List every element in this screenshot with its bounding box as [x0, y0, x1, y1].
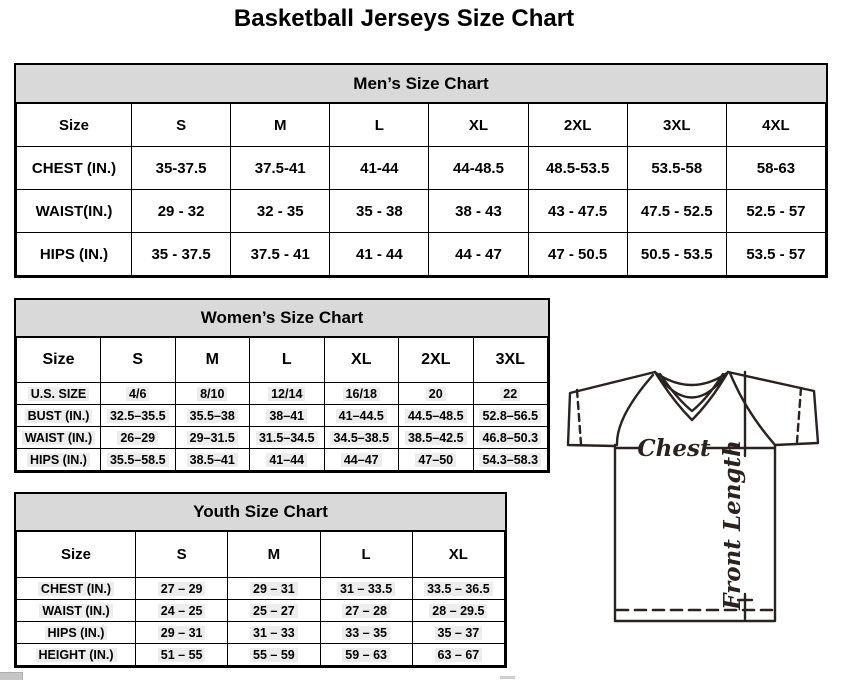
highlighted-text: 41–44.5	[336, 409, 387, 423]
size-column-header: L	[330, 104, 429, 147]
highlighted-text: 25 – 27	[250, 604, 298, 618]
measurement-value-cell	[412, 622, 504, 644]
chest-label: Chest	[637, 435, 711, 462]
measurement-value-cell: 52.5 - 57	[726, 190, 825, 233]
measurement-value-cell: 48.5-53.5	[528, 147, 627, 190]
size-row-label: Size	[17, 338, 101, 383]
measurement-value-cell: 29 - 32	[132, 190, 231, 233]
highlighted-text: 63 – 67	[435, 648, 483, 662]
measurement-label-cell: HIPS (IN.)	[17, 233, 132, 276]
measurement-label-cell	[17, 449, 101, 471]
measurement-value-cell: 35 - 37.5	[132, 233, 231, 276]
highlighted-text: 22	[500, 387, 520, 401]
youth-size-table	[16, 531, 505, 666]
highlighted-text: 29 – 31	[158, 626, 206, 640]
measurement-value-cell	[101, 449, 176, 471]
size-column-header: XL	[324, 338, 399, 383]
highlighted-text: 20	[426, 387, 446, 401]
highlighted-text: HIPS (IN.)	[27, 453, 90, 467]
measurement-value-cell	[228, 600, 320, 622]
measurement-value-cell: 38 - 43	[429, 190, 528, 233]
measurement-row	[17, 383, 548, 405]
youth-size-chart-table	[14, 492, 507, 668]
mens-size-table	[16, 103, 826, 276]
size-column-header: S	[132, 104, 231, 147]
measurement-value-cell	[320, 644, 412, 666]
measurement-value-cell	[324, 383, 399, 405]
size-column-header: M	[175, 338, 250, 383]
highlighted-text: 44–47	[341, 453, 382, 467]
size-column-header: L	[320, 532, 412, 578]
size-column-header: XL	[412, 532, 504, 578]
highlighted-text: 29–31.5	[187, 431, 238, 445]
measurement-value-cell	[320, 622, 412, 644]
measurement-label-cell	[17, 383, 101, 405]
measurement-value-cell	[250, 383, 325, 405]
size-column-header: S	[136, 532, 228, 578]
highlighted-text: BUST (IN.)	[25, 409, 93, 423]
size-column-header: XL	[429, 104, 528, 147]
womens-chart-header: Women’s Size Chart	[16, 300, 548, 337]
measurement-value-cell	[228, 644, 320, 666]
highlighted-text: 35.5–38	[187, 409, 238, 423]
measurement-value-cell	[473, 405, 548, 427]
measurement-value-cell	[324, 427, 399, 449]
highlighted-text: 35.5–58.5	[107, 453, 169, 467]
highlighted-text: HEIGHT (IN.)	[36, 648, 117, 662]
highlighted-text: 24 – 25	[158, 604, 206, 618]
highlighted-text: 44.5–48.5	[405, 409, 467, 423]
size-header-row	[17, 532, 505, 578]
measurement-row	[17, 622, 505, 644]
measurement-value-cell	[228, 622, 320, 644]
highlighted-text: HIPS (IN.)	[45, 626, 108, 640]
measurement-value-cell: 32 - 35	[231, 190, 330, 233]
measurement-value-cell	[412, 578, 504, 600]
highlighted-text: 27 – 28	[342, 604, 390, 618]
measurement-label-cell: CHEST (IN.)	[17, 147, 132, 190]
jersey-right-cuff-dashes	[797, 388, 801, 442]
mens-chart-header: Men’s Size Chart	[16, 65, 826, 103]
measurement-value-cell	[175, 449, 250, 471]
highlighted-text: 31 – 33	[250, 626, 298, 640]
measurement-value-cell	[412, 644, 504, 666]
highlighted-text: 28 – 29.5	[429, 604, 487, 618]
measurement-value-cell: 50.5 - 53.5	[627, 233, 726, 276]
measurement-value-cell: 41 - 44	[330, 233, 429, 276]
highlighted-text: 38.5–42.5	[405, 431, 467, 445]
size-column-header: 3XL	[627, 104, 726, 147]
front-length-label: Front Length	[719, 440, 746, 610]
highlighted-text: WAIST (IN.)	[22, 431, 95, 445]
highlighted-text: 4/6	[126, 387, 149, 401]
measurement-value-cell: 53.5 - 57	[726, 233, 825, 276]
jersey-right-sleeve	[728, 372, 818, 445]
highlighted-text: 51 – 55	[158, 648, 206, 662]
highlighted-text: 31.5–34.5	[256, 431, 318, 445]
highlighted-text: 27 – 29	[158, 582, 206, 596]
highlighted-text: 12/14	[268, 387, 305, 401]
highlighted-text: WAIST (IN.)	[39, 604, 112, 618]
measurement-value-cell	[412, 600, 504, 622]
measurement-value-cell	[250, 427, 325, 449]
highlighted-text: 29 – 31	[250, 582, 298, 596]
highlighted-text: 52.8–56.5	[479, 409, 541, 423]
measurement-value-cell	[228, 578, 320, 600]
size-header-row	[17, 338, 548, 383]
measurement-value-cell	[136, 622, 228, 644]
highlighted-text: U.S. SIZE	[28, 387, 90, 401]
jersey-left-cuff-dashes	[577, 390, 581, 444]
highlighted-text: CHEST (IN.)	[38, 582, 114, 596]
highlighted-text: 16/18	[343, 387, 380, 401]
size-column-header: L	[250, 338, 325, 383]
size-row-label: Size	[17, 104, 132, 147]
measurement-value-cell	[320, 578, 412, 600]
jersey-diagram	[556, 357, 842, 635]
measurement-label-cell: WAIST(IN.)	[17, 190, 132, 233]
highlighted-text: 46.8–50.3	[479, 431, 541, 445]
page-title: Basketball Jerseys Size Chart	[233, 5, 575, 32]
measurement-value-cell	[250, 449, 325, 471]
measurement-value-cell	[175, 427, 250, 449]
measurement-row	[17, 644, 505, 666]
measurement-value-cell: 47 - 50.5	[528, 233, 627, 276]
measurement-value-cell: 53.5-58	[627, 147, 726, 190]
youth-chart-header: Youth Size Chart	[16, 494, 505, 531]
measurement-value-cell	[320, 600, 412, 622]
measurement-value-cell	[175, 383, 250, 405]
measurement-value-cell	[473, 449, 548, 471]
size-column-header: 2XL	[399, 338, 474, 383]
size-column-header: M	[228, 532, 320, 578]
size-column-header: 4XL	[726, 104, 825, 147]
measurement-value-cell	[250, 405, 325, 427]
measurement-label-cell	[17, 644, 136, 666]
measurement-value-cell: 44-48.5	[429, 147, 528, 190]
measurement-value-cell	[136, 578, 228, 600]
highlighted-text: 55 – 59	[250, 648, 298, 662]
measurement-value-cell	[101, 427, 176, 449]
measurement-value-cell	[399, 427, 474, 449]
size-row-label: Size	[17, 532, 136, 578]
measurement-value-cell	[399, 383, 474, 405]
size-header-row	[17, 104, 826, 147]
measurement-value-cell	[473, 427, 548, 449]
highlighted-text: 32.5–35.5	[107, 409, 169, 423]
measurement-value-cell	[324, 405, 399, 427]
measurement-value-cell: 41-44	[330, 147, 429, 190]
highlighted-text: 34.5–38.5	[330, 431, 392, 445]
measurement-row	[17, 449, 548, 471]
measurement-value-cell: 47.5 - 52.5	[627, 190, 726, 233]
highlighted-text: 41–44	[266, 453, 307, 467]
measurement-label-cell	[17, 622, 136, 644]
measurement-value-cell	[101, 383, 176, 405]
measurement-row	[17, 578, 505, 600]
measurement-value-cell: 37.5 - 41	[231, 233, 330, 276]
size-column-header: S	[101, 338, 176, 383]
measurement-value-cell	[175, 405, 250, 427]
highlighted-text: 35 – 37	[435, 626, 483, 640]
highlighted-text: 33 – 35	[342, 626, 390, 640]
measurement-row	[17, 405, 548, 427]
size-column-header: 2XL	[528, 104, 627, 147]
measurement-label-cell	[17, 600, 136, 622]
measurement-value-cell	[324, 449, 399, 471]
measurement-value-cell	[136, 600, 228, 622]
measurement-value-cell: 35 - 38	[330, 190, 429, 233]
measurement-label-cell	[17, 405, 101, 427]
measurement-row	[17, 190, 826, 233]
highlighted-text: 8/10	[197, 387, 227, 401]
measurement-value-cell	[136, 644, 228, 666]
measurement-row	[17, 233, 826, 276]
measurement-value-cell	[399, 449, 474, 471]
measurement-value-cell: 37.5-41	[231, 147, 330, 190]
highlighted-text: 59 – 63	[342, 648, 390, 662]
highlighted-text: 26–29	[117, 431, 158, 445]
highlighted-text: 33.5 – 36.5	[424, 582, 493, 596]
measurement-value-cell: 35-37.5	[132, 147, 231, 190]
size-column-header: M	[231, 104, 330, 147]
size-column-header: 3XL	[473, 338, 548, 383]
measurement-value-cell	[101, 405, 176, 427]
measurement-value-cell	[473, 383, 548, 405]
womens-size-table	[16, 337, 548, 471]
measurement-row	[17, 147, 826, 190]
measurement-value-cell: 43 - 47.5	[528, 190, 627, 233]
mens-size-chart-table	[14, 63, 828, 278]
womens-size-chart-table	[14, 298, 550, 473]
measurement-label-cell	[17, 427, 101, 449]
measurement-value-cell	[399, 405, 474, 427]
measurement-label-cell	[17, 578, 136, 600]
measurement-row	[17, 600, 505, 622]
highlighted-text: 38–41	[266, 409, 307, 423]
measurement-value-cell: 44 - 47	[429, 233, 528, 276]
measurement-value-cell: 58-63	[726, 147, 825, 190]
measurement-row	[17, 427, 548, 449]
jersey-right-armhole	[730, 373, 775, 445]
jersey-body	[615, 445, 775, 621]
highlighted-text: 31 – 33.5	[337, 582, 395, 596]
highlighted-text: 47–50	[415, 453, 456, 467]
highlighted-text: 38.5–41	[187, 453, 238, 467]
highlighted-text: 54.3–58.3	[479, 453, 541, 467]
